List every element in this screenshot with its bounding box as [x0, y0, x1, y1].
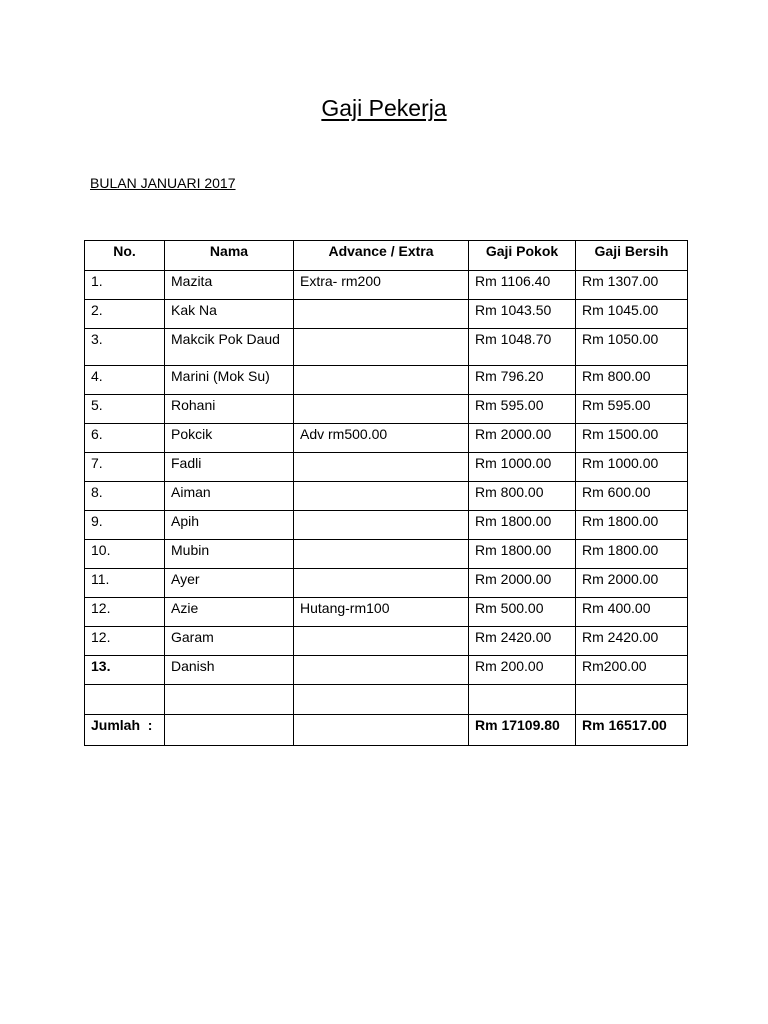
- cell-no: 6.: [85, 424, 165, 453]
- cell-no: 9.: [85, 511, 165, 540]
- cell-gaji-bersih: Rm 1800.00: [576, 511, 688, 540]
- total-row: [85, 715, 688, 746]
- cell-advance: [294, 366, 469, 395]
- cell-advance: [294, 540, 469, 569]
- cell-nama: Ayer: [165, 569, 294, 598]
- cell-advance: [294, 569, 469, 598]
- cell-gaji-bersih: Rm 600.00: [576, 482, 688, 511]
- header-nama: Nama: [165, 241, 294, 271]
- header-advance: Advance / Extra: [294, 241, 469, 271]
- document-title: Gaji Pekerja: [321, 95, 447, 121]
- cell-nama: Danish: [165, 656, 294, 685]
- cell-advance: Extra- rm200: [294, 271, 469, 300]
- cell-advance: [294, 656, 469, 685]
- empty-cell: [85, 685, 165, 715]
- cell-gaji-bersih: Rm 2000.00: [576, 569, 688, 598]
- cell-nama: Apih: [165, 511, 294, 540]
- cell-gaji-bersih: Rm 800.00: [576, 366, 688, 395]
- header-gaji-pokok: Gaji Pokok: [469, 241, 576, 271]
- empty-cell: [165, 685, 294, 715]
- empty-cell: [469, 685, 576, 715]
- cell-no: 2.: [85, 300, 165, 329]
- cell-gaji-bersih: Rm 1000.00: [576, 453, 688, 482]
- cell-advance: Adv rm500.00: [294, 424, 469, 453]
- cell-advance: [294, 395, 469, 424]
- cell-no: 1.: [85, 271, 165, 300]
- cell-advance: [294, 482, 469, 511]
- cell-no: 12.: [85, 598, 165, 627]
- cell-gaji-pokok: Rm 500.00: [469, 598, 576, 627]
- table-row: [85, 482, 688, 511]
- table-row: [85, 511, 688, 540]
- total-gaji-bersih: Rm 16517.00: [576, 715, 688, 746]
- table-row: [85, 627, 688, 656]
- empty-cell: [294, 715, 469, 746]
- cell-advance: [294, 329, 469, 366]
- cell-gaji-bersih: Rm 1050.00: [576, 329, 688, 366]
- header-no: No.: [85, 241, 165, 271]
- cell-gaji-pokok: Rm 1000.00: [469, 453, 576, 482]
- header-row: [85, 241, 688, 271]
- payroll-table: [84, 240, 688, 746]
- cell-nama: Marini (Mok Su): [165, 366, 294, 395]
- cell-nama: Garam: [165, 627, 294, 656]
- cell-nama: Makcik Pok Daud: [165, 329, 294, 366]
- cell-no: 7.: [85, 453, 165, 482]
- cell-no: 5.: [85, 395, 165, 424]
- cell-nama: Fadli: [165, 453, 294, 482]
- cell-gaji-bersih: Rm 1800.00: [576, 540, 688, 569]
- table-row: [85, 598, 688, 627]
- table-row: [85, 366, 688, 395]
- empty-cell: [165, 715, 294, 746]
- cell-advance: [294, 453, 469, 482]
- cell-no: 4.: [85, 366, 165, 395]
- month-heading: BULAN JANUARI 2017: [90, 175, 236, 191]
- table-row: [85, 300, 688, 329]
- cell-no: 3.: [85, 329, 165, 366]
- table-row: [85, 453, 688, 482]
- cell-nama: Mazita: [165, 271, 294, 300]
- empty-row: [85, 685, 688, 715]
- cell-advance: [294, 511, 469, 540]
- table-row: [85, 424, 688, 453]
- cell-nama: Aiman: [165, 482, 294, 511]
- total-label: Jumlah :: [85, 715, 165, 746]
- cell-gaji-pokok: Rm 1043.50: [469, 300, 576, 329]
- cell-no: 8.: [85, 482, 165, 511]
- cell-gaji-pokok: Rm 2000.00: [469, 569, 576, 598]
- cell-no: 13.: [85, 656, 165, 685]
- empty-cell: [294, 685, 469, 715]
- cell-advance: [294, 300, 469, 329]
- cell-gaji-pokok: Rm 595.00: [469, 395, 576, 424]
- cell-gaji-bersih: Rm 1307.00: [576, 271, 688, 300]
- cell-gaji-pokok: Rm 796.20: [469, 366, 576, 395]
- total-gaji-pokok: Rm 17109.80: [469, 715, 576, 746]
- cell-nama: Mubin: [165, 540, 294, 569]
- header-gaji-bersih: Gaji Bersih: [576, 241, 688, 271]
- cell-nama: Pokcik: [165, 424, 294, 453]
- cell-gaji-pokok: Rm 2420.00: [469, 627, 576, 656]
- cell-no: 11.: [85, 569, 165, 598]
- table-row: [85, 569, 688, 598]
- cell-gaji-bersih: Rm 1045.00: [576, 300, 688, 329]
- cell-no: 10.: [85, 540, 165, 569]
- cell-advance: [294, 627, 469, 656]
- cell-gaji-pokok: Rm 1048.70: [469, 329, 576, 366]
- cell-gaji-pokok: Rm 800.00: [469, 482, 576, 511]
- cell-gaji-bersih: Rm 2420.00: [576, 627, 688, 656]
- table-row: [85, 656, 688, 685]
- empty-cell: [576, 685, 688, 715]
- cell-gaji-bersih: Rm200.00: [576, 656, 688, 685]
- cell-gaji-pokok: Rm 1106.40: [469, 271, 576, 300]
- cell-nama: Kak Na: [165, 300, 294, 329]
- table-row: [85, 395, 688, 424]
- cell-nama: Azie: [165, 598, 294, 627]
- cell-advance: Hutang-rm100: [294, 598, 469, 627]
- cell-gaji-pokok: Rm 1800.00: [469, 540, 576, 569]
- table-row: [85, 329, 688, 366]
- table-row: [85, 540, 688, 569]
- cell-gaji-pokok: Rm 1800.00: [469, 511, 576, 540]
- cell-no: 12.: [85, 627, 165, 656]
- cell-gaji-pokok: Rm 200.00: [469, 656, 576, 685]
- cell-gaji-bersih: Rm 1500.00: [576, 424, 688, 453]
- cell-gaji-bersih: Rm 400.00: [576, 598, 688, 627]
- table-row: [85, 271, 688, 300]
- cell-nama: Rohani: [165, 395, 294, 424]
- cell-gaji-bersih: Rm 595.00: [576, 395, 688, 424]
- cell-gaji-pokok: Rm 2000.00: [469, 424, 576, 453]
